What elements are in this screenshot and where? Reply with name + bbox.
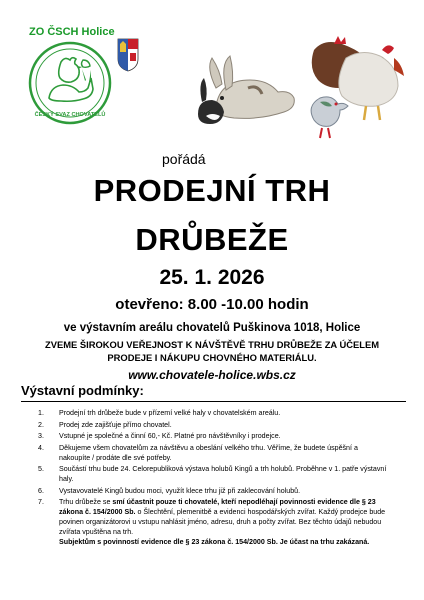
item-number: 3. xyxy=(38,432,44,440)
conditions-list xyxy=(38,408,390,549)
organization-logo xyxy=(27,40,113,126)
website-link[interactable]: www.chovatele-holice.wbs.cz xyxy=(128,368,296,382)
item-number: 2. xyxy=(38,420,44,429)
list-item xyxy=(38,497,390,547)
logo-caption: ČESKÝ SVAZ CHOVATELŮ xyxy=(34,112,106,118)
item-text-c: o Šlechtění, plemenitbě a evidenci hospodářských zvířat. Každý prodejce bude povinen organizátorovi u vstupu nahlásit jméno, adresu, druh a počty zvířat. Bez těchto údajů nebudou zvířata vpuštěna na trh. xyxy=(59,508,386,536)
invitation-text: ZVEME ŠIROKOU VEŘEJNOST K NÁVŠTĚVĚ TRHU DRŮBEŽE ZA ÚČELEM PRODEJE I NÁKUPU CHOVNÉHO MATERIÁLU. xyxy=(44,339,380,363)
city-crest xyxy=(117,38,139,72)
item-number: 5. xyxy=(38,465,44,473)
venue-text: ve výstavním areálu chovatelů Puškinova 1018, Holice xyxy=(63,322,361,334)
conditions-heading: Výstavní podmínky: xyxy=(21,383,144,398)
list-item xyxy=(38,420,390,430)
event-title-line2: DRŮBEŽE xyxy=(135,222,289,257)
event-date: 25. 1. 2026 xyxy=(159,266,265,289)
org-title: ZO ČSCH Holice xyxy=(29,26,115,38)
item-text: Součástí trhu bude 24. Celorepubliková výstava holubů Kingů a trh holubů. Proběhne v 1. patře výstavní haly. xyxy=(59,465,387,483)
event-title-line1: PRODEJNÍ TRH xyxy=(93,173,331,208)
item-number: 1. xyxy=(38,409,44,417)
item-text: Vystavovatelé Kingů budou moci, využít klece trhu již při zaklecování holubů. xyxy=(59,486,301,495)
item-number: 7. xyxy=(38,498,44,506)
divider xyxy=(21,401,406,402)
item-text: Děkujeme všem chovatelům za návštěvu a obeslání velkého trhu. Věříme, že budete úspěšní a nakoupíte / prodáte dle své potřeby. xyxy=(59,443,358,462)
opening-hours: otevřeno: 8.00 -10.00 hodin xyxy=(115,296,309,313)
list-item xyxy=(38,486,390,496)
list-item xyxy=(38,443,390,463)
list-item xyxy=(38,464,390,484)
item-text: Prodej zde zajišťuje přímo chovatel. xyxy=(59,420,172,429)
list-item xyxy=(38,431,390,441)
animals-illustration xyxy=(196,28,420,146)
item-text-bold: smí účastnit pouze ti chovatelé, kteří nepodléhají povinnosti evidence dle § 23 zákona č. 154/2000 Sb. xyxy=(59,498,376,516)
item-text-a: Trhu drůbeže se xyxy=(59,498,113,506)
item-text: Vstupné je společné a činní 60,- Kč. Platné pro návštěvníky i prodejce. xyxy=(59,432,281,440)
item-text: Prodejní trh drůbeže bude v přízemí velké haly v chovatelském areálu. xyxy=(59,409,281,417)
list-item xyxy=(38,408,390,418)
item-number: 4. xyxy=(38,443,44,452)
intro-text: pořádá xyxy=(162,151,206,167)
item-number: 6. xyxy=(38,486,44,495)
item-text-prohibition: Subjektům s povinností evidence dle § 23 zákona č. 154/2000 Sb. Je účast na trhu zakázaná. xyxy=(59,538,370,546)
